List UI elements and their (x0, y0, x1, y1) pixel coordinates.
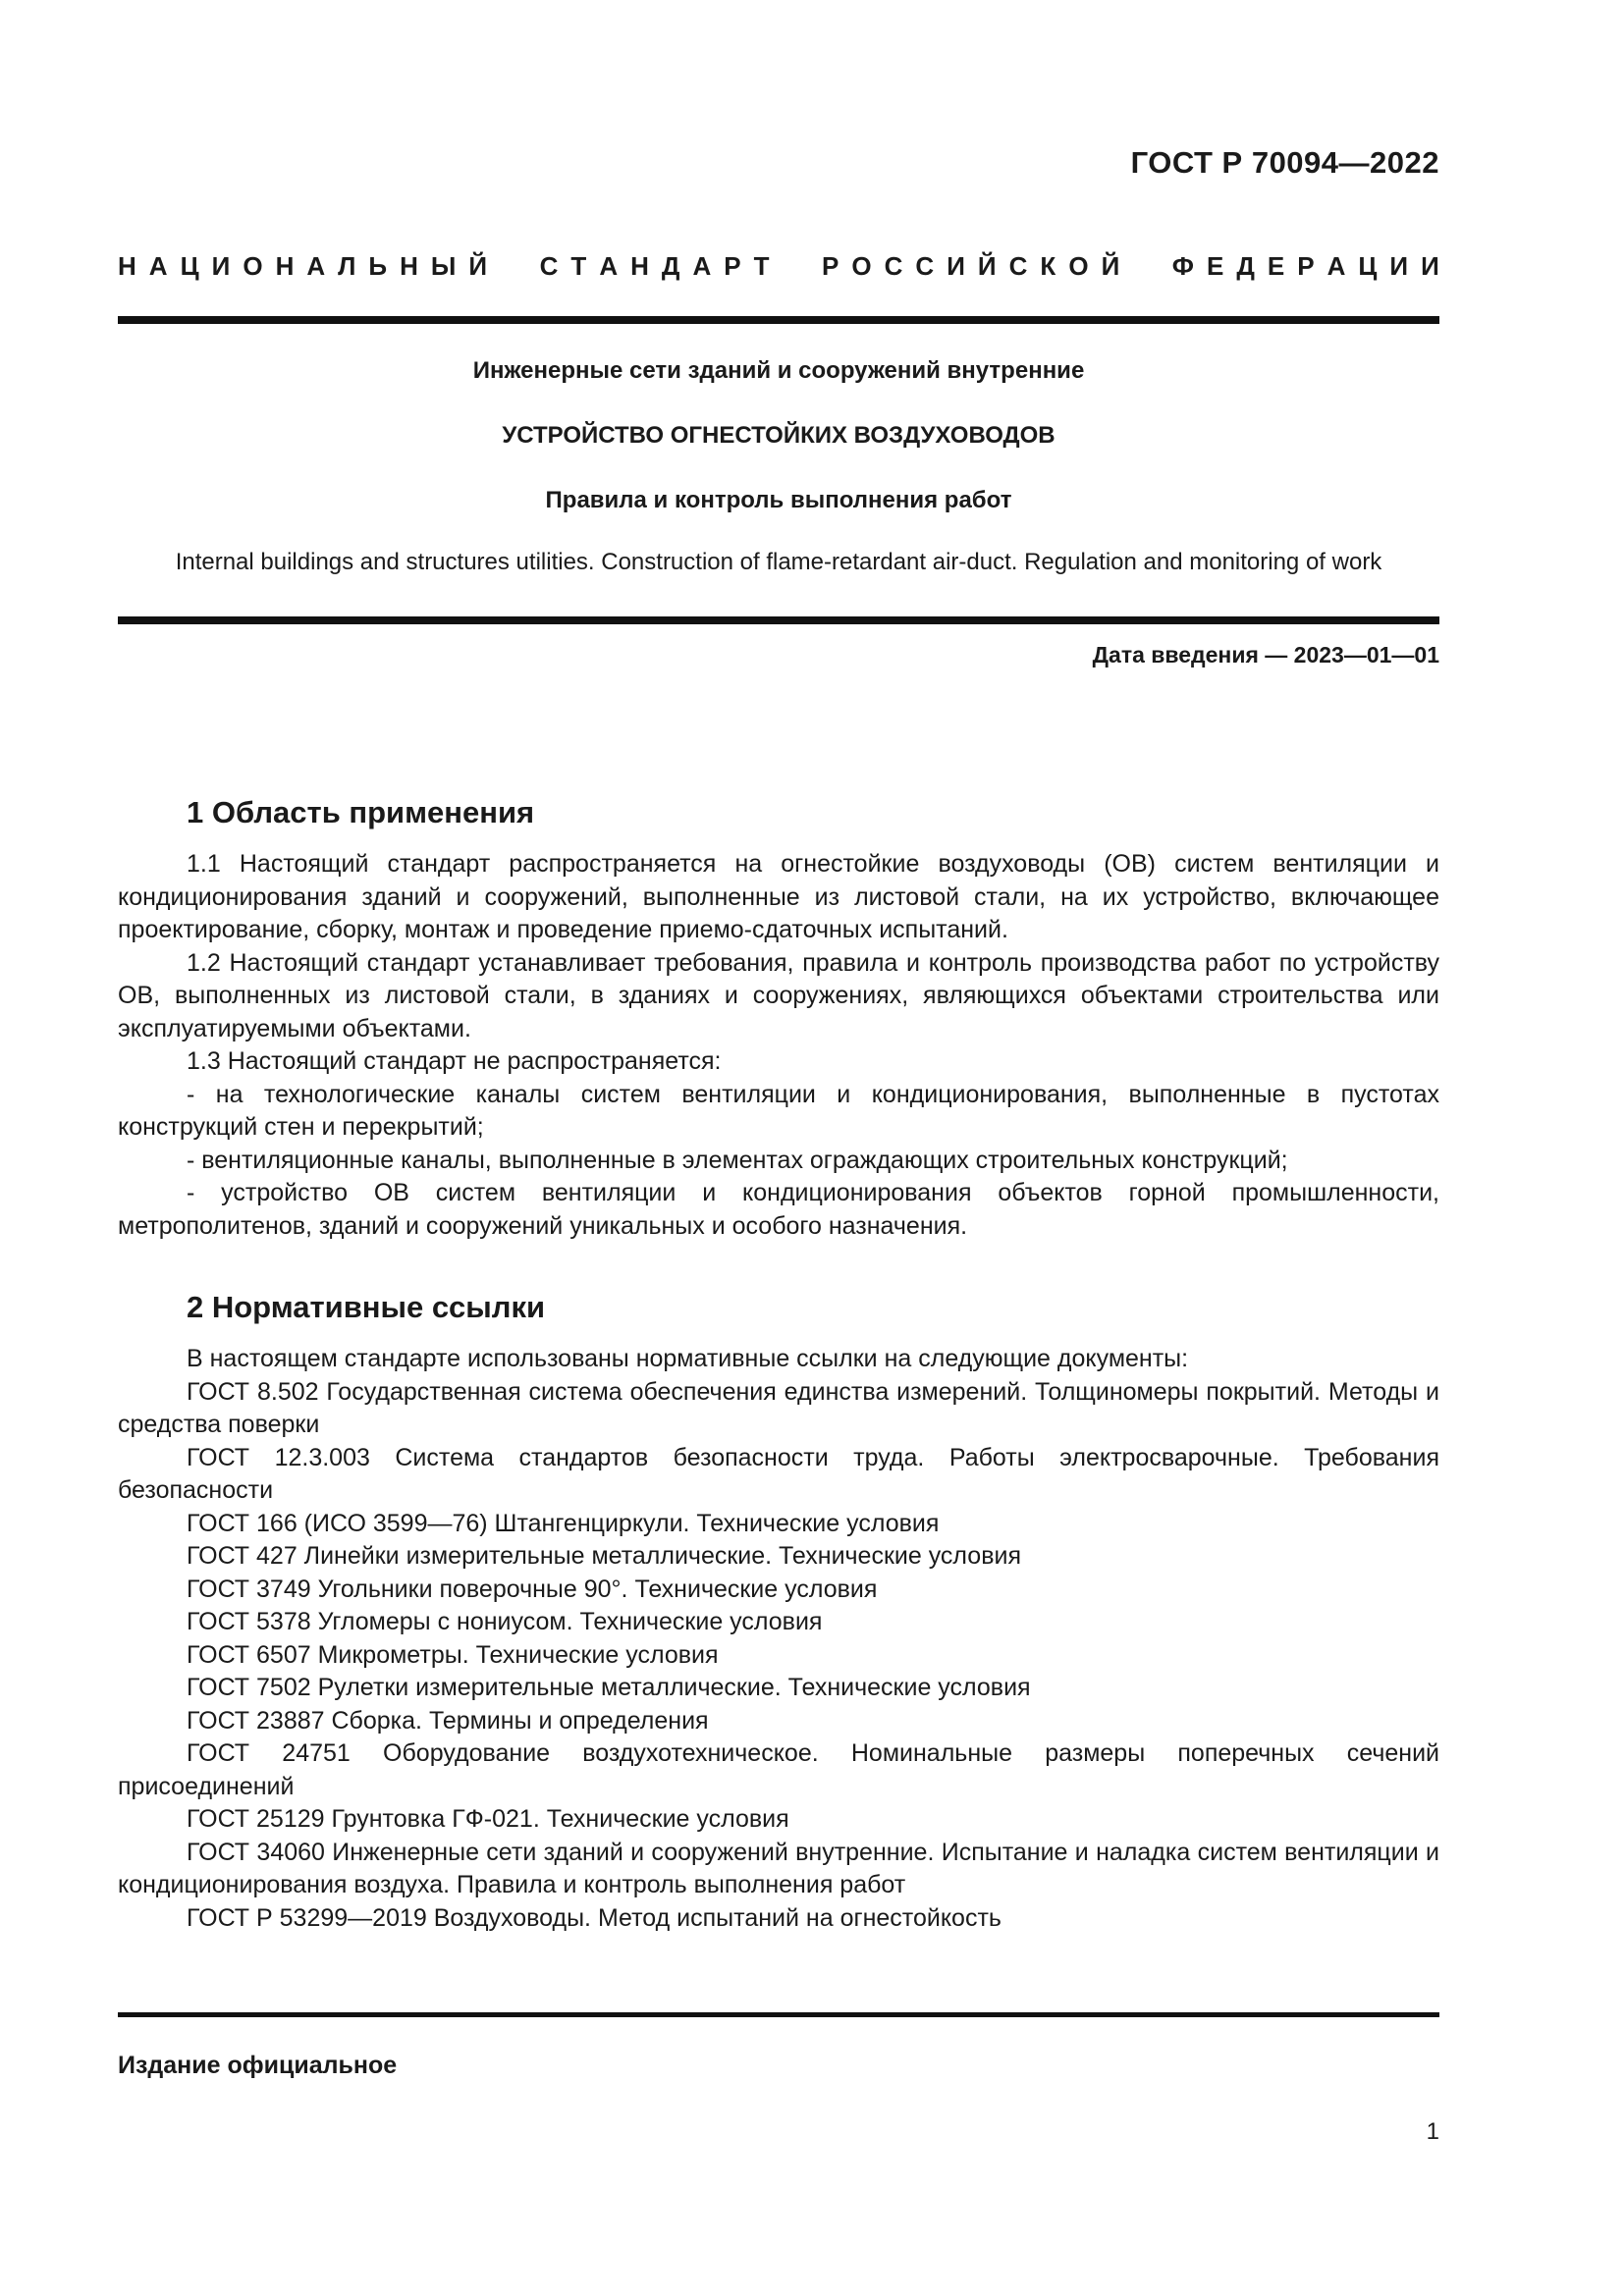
banner-letter: А (306, 251, 326, 281)
reference-item: ГОСТ 8.502 Государственная система обеспечения единства измерений. Толщиномеры покрытий. Методы и средства поверки (118, 1377, 1439, 1438)
reference-item: ГОСТ 7502 Рулетки измерительные металлические. Технические условия (187, 1674, 1031, 1701)
header-top-rule (118, 316, 1439, 324)
banner-letter (519, 251, 526, 282)
banner-letter: Ц (180, 251, 199, 281)
reference-item: ГОСТ 6507 Микрометры. Технические условия (187, 1640, 719, 1669)
banner-letter: С (1008, 251, 1028, 281)
edition-label: Издание официальное (118, 2052, 398, 2079)
banner-letter: Й (468, 251, 488, 281)
banner-letter (500, 251, 507, 282)
banner-letter: С (884, 251, 903, 281)
reference-item: ГОСТ Р 53299—2019 Воздуховоды. Метод испытаний на огнестойкость (187, 1903, 1001, 1932)
banner-letter: Ц (1358, 251, 1378, 281)
reference-item: ГОСТ 24751 Оборудование воздухотехническое. Номинальные размеры поперечных сечений присоединений (118, 1739, 1439, 1800)
banner-letter: Ф (1171, 251, 1194, 281)
banner-letter (1153, 251, 1160, 282)
section-1-para: 1.1 Настоящий стандарт распространяется на огнестойкие воздуховоды (ОВ) систем вентиляции и кондиционирования зданий и сооружений, выполненные из листовой стали, на их устройство, включающее проектирование, сборку, монтаж и проведение приемо-сдаточных испытаний. (118, 850, 1439, 943)
banner-letter: Р (822, 251, 839, 281)
banner-letter (783, 251, 789, 282)
title-line-1: Инженерные сети зданий и сооружений внутренние (472, 357, 1085, 384)
section-1 (118, 793, 1439, 1243)
banner-letter: Н (400, 251, 418, 281)
banner-letter: Л (338, 251, 356, 281)
section-1-para: 1.2 Настоящий стандарт устанавливает требования, правила и контроль производства работ по устройству ОВ, выполненных из листовой стали, в зданиях и сооружениях, являющихся объектами строительства или эксплуатируемыми объектами. (118, 948, 1439, 1042)
banner-letter: С (539, 251, 559, 281)
banner-letter: Д (661, 251, 680, 281)
banner-letter (1132, 251, 1139, 282)
gost-number: ГОСТ Р 70094—2022 (1130, 145, 1439, 180)
banner-letter: Н (630, 251, 649, 281)
banner-letter (802, 251, 809, 282)
section-1-list-item: - устройство ОВ систем вентиляции и кондиционирования объектов горной промышленности, метрополитенов, зданий и сооружений уникальных и особого назначения. (118, 1179, 1439, 1240)
section-1-para: 1.3 Настоящий стандарт не распространяется: (187, 1047, 722, 1075)
english-title: Internal buildings and structures utilities. Construction of flame-retardant air-duct. Regulation and monitoring of work (175, 549, 1382, 575)
banner-letter: Р (724, 251, 741, 281)
banner-letter: И (211, 251, 231, 281)
banner-letter: Ь (368, 251, 388, 281)
banner-letter: И (1421, 251, 1439, 281)
title-line-2: УСТРОЙСТВО ОГНЕСТОЙКИХ ВОЗДУХОВОДОВ (502, 422, 1056, 449)
banner-letter: Р (1297, 251, 1315, 281)
banner-letter: А (1326, 251, 1346, 281)
banner-letter: О (243, 251, 263, 281)
section-1-list-item: - вентиляционные каналы, выполненные в элементах ограждающих строительных конструкций; (187, 1146, 1288, 1174)
page-number: 1 (1426, 2118, 1439, 2145)
banner-letter: Ы (430, 251, 457, 281)
reference-item: ГОСТ 166 (ИСО 3599—76) Штангенциркули. Технические условия (187, 1509, 940, 1537)
banner-letter: К (1040, 251, 1056, 281)
reference-item: ГОСТ 5378 Угломеры с нониусом. Технические условия (187, 1608, 823, 1635)
banner-letter: А (599, 251, 619, 281)
banner-letter: Д (1236, 251, 1255, 281)
section-2 (118, 1288, 1439, 1935)
banner-letter: Е (1206, 251, 1224, 281)
banner-letter: И (947, 251, 965, 281)
national-standard-banner (118, 251, 1439, 282)
banner-letter: И (1389, 251, 1409, 281)
banner-letter: Й (977, 251, 997, 281)
footer-rule (118, 2012, 1439, 2017)
reference-item: ГОСТ 12.3.003 Система стандартов безопасности труда. Работы электросварочные. Требования безопасности (118, 1443, 1439, 1504)
banner-letter: Е (1267, 251, 1285, 281)
reference-item: ГОСТ 25129 Грунтовка ГФ-021. Технические условия (187, 1805, 789, 1833)
banner-letter: Т (570, 251, 587, 281)
section-1-heading: 1 Область применения (187, 795, 535, 829)
reference-intro: В настоящем стандарте использованы нормативные ссылки на следующие документы: (187, 1345, 1189, 1372)
banner-letter: С (915, 251, 935, 281)
banner-letter: О (851, 251, 872, 281)
banner-letter: О (1068, 251, 1089, 281)
reference-item: ГОСТ 427 Линейки измерительные металлические. Технические условия (187, 1542, 1021, 1570)
reference-item: ГОСТ 23887 Сборка. Термины и определения (187, 1706, 709, 1735)
banner-letter: Н (275, 251, 295, 281)
title-bottom-rule (118, 616, 1439, 624)
reference-item: ГОСТ 34060 Инженерные сети зданий и сооружений внутренние. Испытание и наладка систем вентиляции и кондиционирования воздуха. Правила и контроль выполнения работ (118, 1838, 1439, 1898)
date-of-introduction: Дата введения — 2023—01—01 (1092, 642, 1439, 667)
section-1-list-item: - на технологические каналы систем вентиляции и кондиционирования, выполненные в пустотах конструкций стен и перекрытий; (118, 1080, 1439, 1141)
banner-letter: А (148, 251, 168, 281)
reference-item: ГОСТ 3749 Угольники поверочные 90°. Технические условия (187, 1575, 878, 1603)
banner-letter: Й (1101, 251, 1120, 281)
banner-letter: А (692, 251, 712, 281)
section-2-heading: 2 Нормативные ссылки (187, 1290, 546, 1324)
title-line-3: Правила и контроль выполнения работ (545, 487, 1012, 513)
banner-letter: Т (753, 251, 770, 281)
banner-letter: Н (118, 251, 136, 281)
